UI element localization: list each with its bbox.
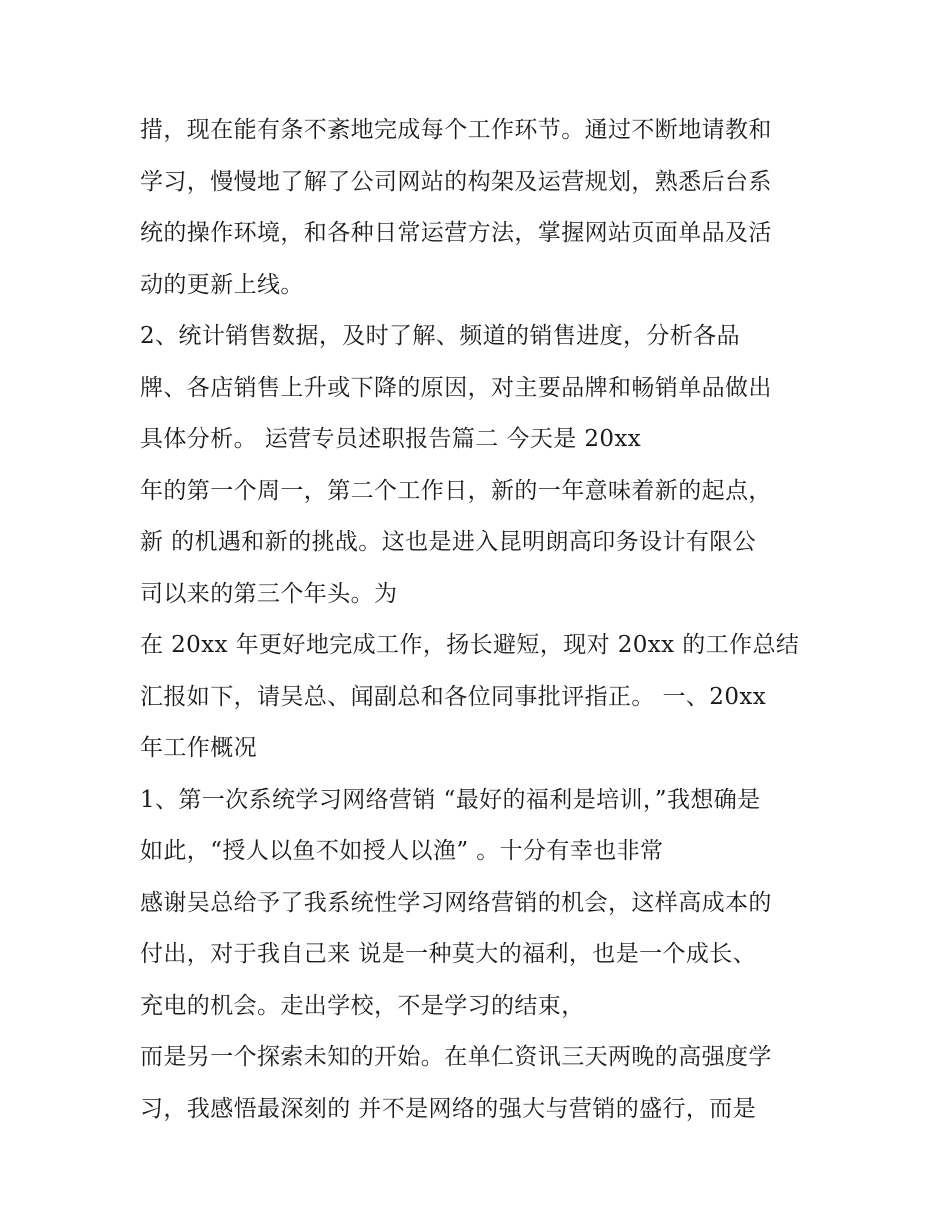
- text-line: 如此，“授人以鱼不如授人以渔” 。十分有幸也非常: [140, 838, 664, 864]
- text-line: 年工作概况: [140, 735, 257, 761]
- body-text: [140, 108, 830, 1138]
- text-line: 年的第一个周一，第二个工作日，新的一年意味着新的起点，: [140, 477, 772, 504]
- text-line: 动的更新上线。: [140, 271, 304, 298]
- text-line: 措，现在能有条不紊地完成每个工作环节。通过不断地请教和: [140, 117, 772, 143]
- text-line: 充电的机会。走出学校，不是学习的结束，: [140, 992, 585, 1019]
- text-line: 感谢吴总给予了我系统性学习网络营销的机会，这样高成本的: [140, 889, 772, 916]
- text-line: 2、统计销售数据，及时了解、频道的销售进度，分析各品: [140, 323, 741, 349]
- text-line: 习，我感悟最深刻的 并不是网络的强大与营销的盛行，而是: [140, 1095, 757, 1122]
- text-line: 学习，慢慢地了解了公司网站的构架及运营规划，熟悉后台系: [140, 168, 772, 195]
- text-line: 牌、各店销售上升或下降的原因，对主要品牌和畅销单品做出: [140, 374, 772, 401]
- text-line: 1、第一次系统学习网络营销 “最好的福利是培训，”我想确是: [140, 786, 761, 813]
- text-line: 汇报如下，请吴总、闻副总和各位同事批评指正。 一、20xx: [140, 683, 767, 710]
- text-line: 在 20xx 年更好地完成工作，扬长避短，现对 20xx 的工作总结: [140, 632, 800, 658]
- text-line: 新 的机遇和新的挑战。这也是进入昆明朗高印务设计有限公: [140, 529, 757, 555]
- text-line: 而是另一个探索未知的开始。在单仁资讯三天两晚的高强度学: [140, 1044, 772, 1070]
- text-line: 付出，对于我自己来 说是一种莫大的福利，也是一个成长、: [140, 941, 757, 967]
- text-line: 具体分析。 运营专员述职报告篇二 今天是 20xx: [140, 426, 642, 452]
- text-line: 司以来的第三个年头。为: [140, 580, 398, 607]
- text-line: 统的操作环境，和各种日常运营方法，掌握网站页面单品及活: [140, 220, 772, 246]
